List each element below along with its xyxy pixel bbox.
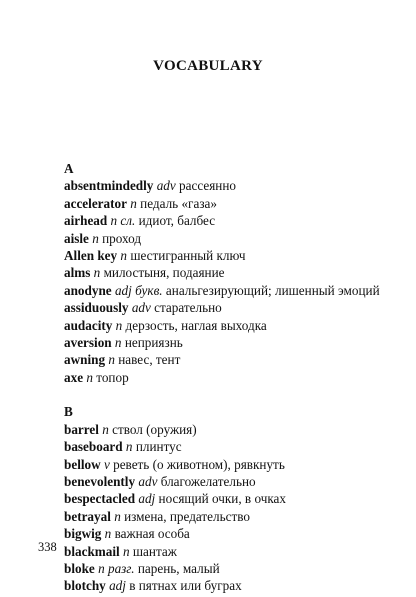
entry-word: axe [64, 369, 84, 385]
entry-pos: n [108, 352, 115, 368]
vocab-entry [64, 560, 394, 577]
entry-word: bespectacled [64, 491, 136, 507]
entry-word: absentmindedly [64, 178, 154, 194]
vocab-entry [64, 177, 394, 194]
entry-pos: n [92, 230, 99, 246]
vocab-entry [64, 212, 394, 229]
section-letter: A [64, 161, 74, 176]
entry-word: alms [64, 265, 91, 281]
vocab-entry [64, 543, 394, 560]
entry-translation: милостыня, подаяние [103, 265, 225, 281]
entry-pos: n [120, 248, 128, 264]
entry-pos: n [110, 213, 118, 229]
vocab-entry [64, 264, 394, 281]
entry-translation: шестигранный ключ [130, 248, 246, 264]
entry-pos: adj [138, 491, 156, 507]
entry-pos: v [103, 456, 110, 472]
vocabulary-list [64, 160, 394, 595]
vocab-entry [64, 282, 394, 299]
entry-translation: измена, предательство [124, 508, 250, 524]
vocab-entry [64, 577, 394, 594]
entry-word: aversion [64, 335, 112, 351]
entry-usage-label: букв. [135, 282, 163, 298]
entry-translation: старательно [154, 300, 222, 316]
entry-pos: n [98, 560, 105, 576]
vocab-entry [64, 456, 394, 473]
vocab-entry [64, 299, 394, 316]
entry-word: audacity [64, 317, 113, 333]
entry-word: baseboard [64, 439, 123, 455]
entry-pos: n [115, 317, 123, 333]
entry-translation: благожелательно [160, 473, 256, 489]
entry-pos: adv [138, 473, 158, 489]
entry-translation: дерзость, наглая выходка [125, 317, 267, 333]
page-title: VOCABULARY [153, 58, 263, 74]
entry-translation: идиот, балбес [138, 213, 216, 229]
entry-pos: adv [156, 178, 176, 194]
entry-pos: adj [114, 282, 132, 298]
vocab-entry [64, 490, 394, 507]
entry-pos: n [102, 421, 109, 437]
entry-word: blackmail [64, 543, 120, 559]
entry-word: aisle [64, 230, 89, 246]
entry-usage-label: разг. [107, 560, 135, 576]
vocab-entry [64, 317, 394, 334]
vocab-entry [64, 334, 394, 351]
entry-translation: неприязнь [124, 335, 183, 351]
entry-pos: n [93, 265, 101, 281]
vocab-entry [64, 473, 394, 490]
entry-word: bloke [64, 560, 95, 576]
entry-translation: важная особа [114, 526, 190, 542]
entry-word: airhead [64, 213, 108, 229]
entry-pos: n [114, 508, 121, 524]
entry-translation: в пятнах или буграх [129, 578, 242, 594]
vocab-entry [64, 369, 394, 386]
entry-word: betrayal [64, 508, 111, 524]
entry-translation: парень, малый [137, 560, 220, 576]
entry-word: barrel [64, 421, 99, 437]
entry-translation: реветь (о животном), рявкнуть [113, 456, 285, 472]
entry-word: Allen key [64, 248, 118, 264]
vocab-entry [64, 195, 394, 212]
entry-translation: анальгезирующий; лишенный эмоций [165, 282, 380, 298]
entry-translation: плинтус [135, 439, 182, 455]
vocab-entry [64, 421, 394, 438]
entry-translation: ствол (оружия) [112, 421, 197, 437]
entry-pos: n [125, 439, 133, 455]
vocab-entry [64, 230, 394, 247]
entry-pos: n [122, 543, 130, 559]
entry-word: accelerator [64, 195, 127, 211]
entry-translation: проход [102, 230, 142, 246]
entry-word: awning [64, 352, 106, 368]
vocab-entry [64, 438, 394, 455]
section-a [64, 160, 394, 386]
page-number: 338 [38, 540, 57, 554]
entry-pos: n [130, 195, 137, 211]
entry-translation: навес, тент [118, 352, 181, 368]
vocab-entry [64, 351, 394, 368]
entry-word: bigwig [64, 526, 102, 542]
entry-translation: педаль «газа» [140, 195, 217, 211]
entry-translation: рассеянно [179, 178, 236, 194]
entry-translation: топор [96, 369, 129, 385]
entry-pos: n [86, 369, 93, 385]
entry-word: anodyne [64, 282, 112, 298]
entry-translation: шантаж [132, 543, 177, 559]
entry-word: bellow [64, 456, 101, 472]
entry-usage-label: сл. [120, 213, 136, 229]
vocab-entry [64, 247, 394, 264]
entry-word: assiduously [64, 300, 129, 316]
entry-pos: n [104, 526, 112, 542]
entry-pos: n [114, 335, 122, 351]
entry-word: benevolently [64, 473, 136, 489]
section-b [64, 403, 394, 594]
vocab-entry [64, 508, 394, 525]
entry-translation: носящий очки, в очках [158, 491, 286, 507]
entry-pos: adj [109, 578, 126, 594]
vocab-entry [64, 525, 394, 542]
entry-pos: adv [131, 300, 151, 316]
entry-word: blotchy [64, 578, 106, 594]
section-letter: B [64, 404, 73, 420]
